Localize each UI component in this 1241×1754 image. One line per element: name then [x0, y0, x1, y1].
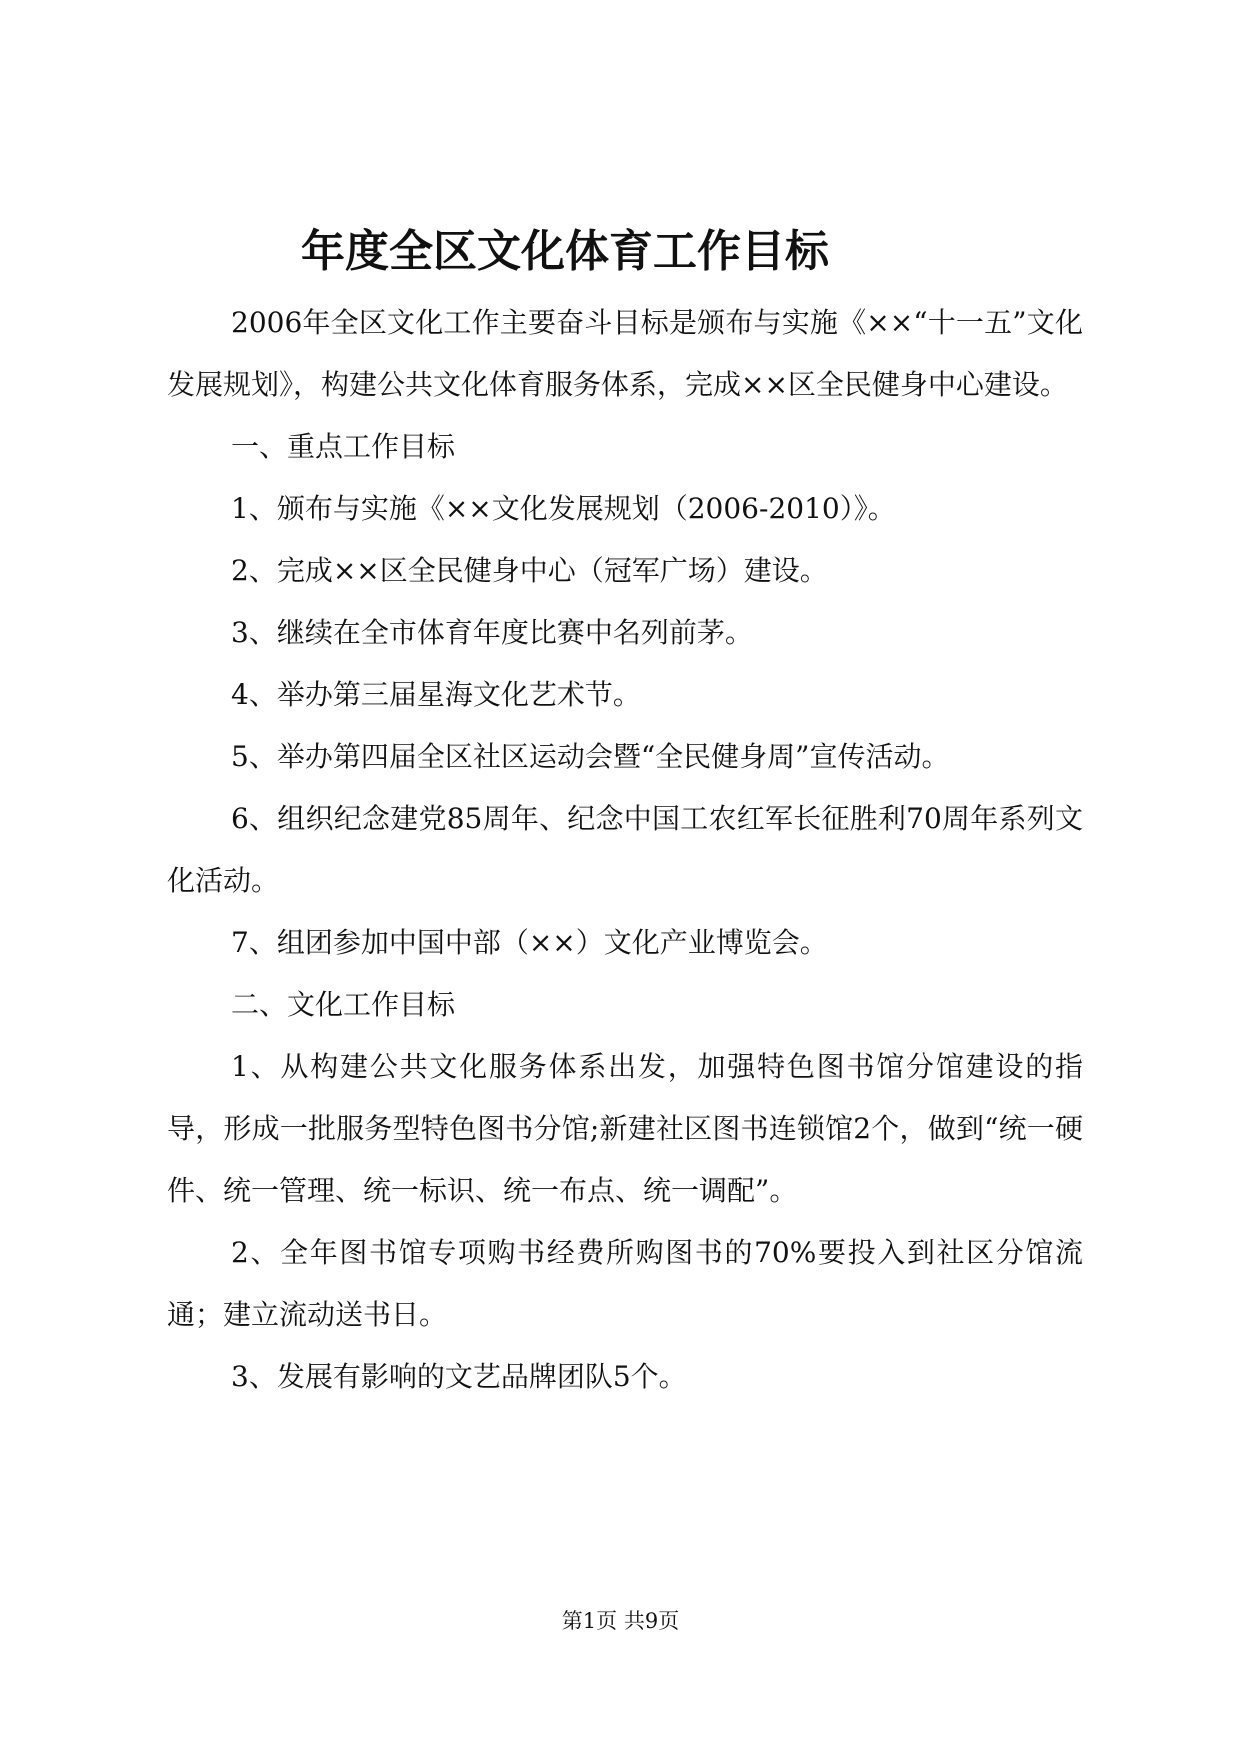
list-item: 5、举办第四届全区社区运动会暨“全民健身周”宣传活动。 [231, 740, 950, 773]
document-body [167, 292, 1083, 1408]
page-number-footer: 第1页 共9页 [561, 1609, 680, 1633]
list-item: 4、举办第三届星海文化艺术节。 [231, 678, 641, 711]
list-item: 2、完成××区全民健身中心（冠军广场）建设。 [231, 554, 828, 587]
list-item: 3、继续在全市体育年度比赛中名列前茅。 [231, 616, 753, 649]
list-item: 1、颁布与实施《××文化发展规划（2006-2010）》。 [231, 492, 896, 525]
section-heading-culture-goals: 二、文化工作目标 [231, 988, 456, 1021]
list-item: 6、组织纪念建党85周年、纪念中国工农红军长征胜利70周年系列文化活动。 [167, 802, 1083, 897]
paragraph-intro: 2006年全区文化工作主要奋斗目标是颁布与实施《××“十一五”文化发展规划》，构建公共文化体育服务体系，完成××区全民健身中心建设。 [167, 306, 1083, 401]
list-item: 7、组团参加中国中部（××）文化产业博览会。 [231, 926, 828, 959]
list-item: 2、全年图书馆专项购书经费所购图书的70%要投入到社区分馆流通；建立流动送书日。 [167, 1236, 1083, 1331]
list-item: 3、发展有影响的文艺品牌团队5个。 [231, 1360, 687, 1393]
document-title: 年度全区文化体育工作目标 [301, 226, 829, 277]
list-item: 1、从构建公共文化服务体系出发，加强特色图书馆分馆建设的指导，形成一批服务型特色图书分馆;新建社区图书连锁馆2个，做到“统一硬件、统一管理、统一标识、统一布点、统一调配”。 [167, 1050, 1083, 1207]
section-heading-key-goals: 一、重点工作目标 [231, 430, 456, 463]
